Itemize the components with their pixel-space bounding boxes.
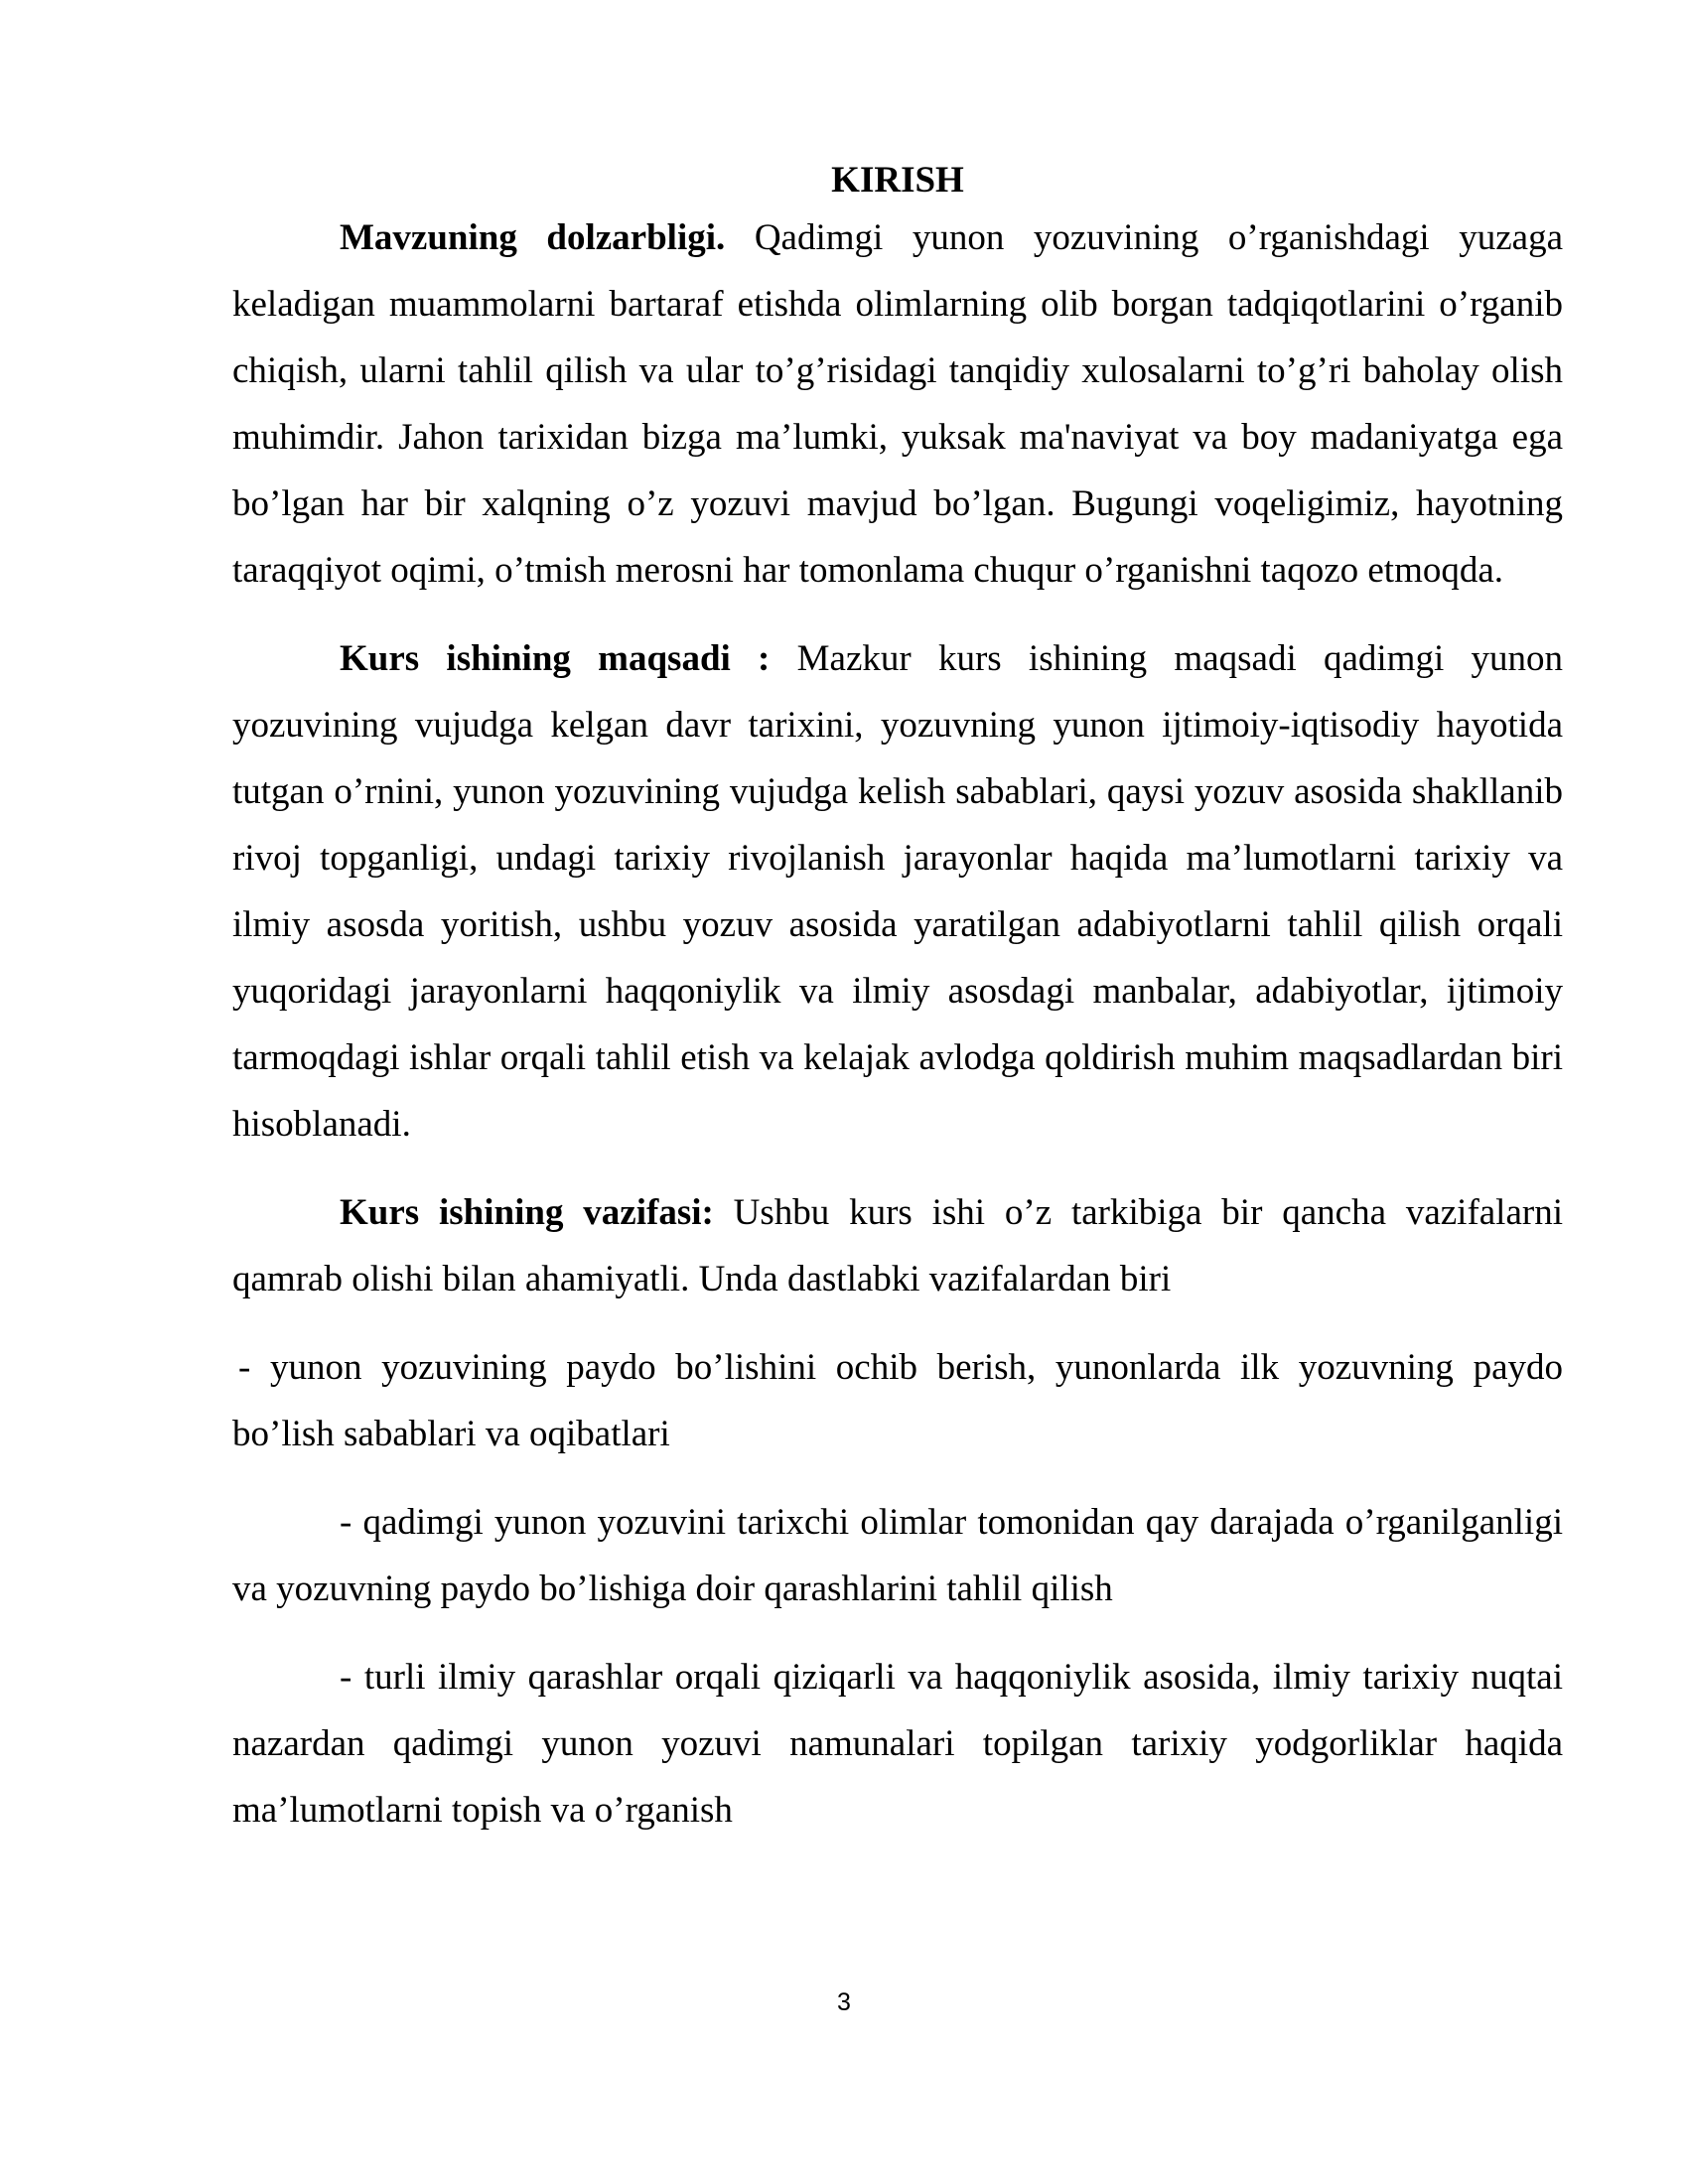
task-item-2: - qadimgi yunon yozuvini tarixchi olimlar tomonidan qay darajada o’rganilganligi va yozuvning paydo bo’lishiga doir qarashlarini tahlil qilish [232, 1502, 1563, 1609]
task-item-3: - turli ilmiy qarashlar orqali qiziqarli va haqqoniylik asosida, ilmiy tarixiy nuqtai nazardan qadimgi yunon yozuvi namunalari topilgan tarixiy yodgorliklar haqida ma’lumotlarni topish va o’rganish [232, 1657, 1563, 1831]
tasks-paragraph [232, 1179, 1563, 1312]
relevance-heading: Mavzuning dolzarbligi. [340, 217, 726, 258]
task-item-1: - yunon yozuvining paydo bo’lishini ochib berish, yunonlarda ilk yozuvning paydo bo’lish sabablari va oqibatlari [232, 1347, 1563, 1454]
page-body [232, 159, 1563, 1843]
page-title: KIRISH [831, 160, 964, 201]
relevance-text: Qadimgi yunon yozuvining o’rganishdagi yuzaga keladigan muammolarni bartaraf etishda olimlarning olib borgan tadqiqotlarini o’rganib chiqish, ularni tahlil qilish va ular to’g’risidagi tanqidiy xulosalarni to’g’ri baholay olish muhimdir. Jahon tarixidan bizga ma’lumki, yuksak ma'naviyat va boy madaniyatga ega bo’lgan har bir xalqning o’z yozuvi mavjud bo’lgan. Bugungi voqeligimiz, hayotning taraqqiyot oqimi, o’tmish merosni har tomonlama chuqur o’rganishni taqozo etmoqda. [232, 217, 1563, 591]
goal-text: Mazkur kurs ishining maqsadi qadimgi yunon yozuvining vujudga kelgan davr tarixini, yozuvning yunon ijtimoiy-iqtisodiy hayotida tutgan o’rnini, yunon yozuvining vujudga kelish sabablari, qaysi yozuv asosida shakllanib rivoj topganligi, undagi tarixiy rivojlanish jarayonlar haqida ma’lumotlarni tarixiy va ilmiy asosda yoritish, ushbu yozuv asosida yaratilgan adabiyotlarni tahlil qilish orqali yuqoridagi jarayonlarni haqqoniylik va ilmiy asosdagi manbalar, adabiyotlar, ijtimoiy tarmoqdagi ishlar orqali tahlil etish va kelajak avlodga qoldirish muhim maqsadlardan biri hisoblanadi. [232, 638, 1563, 1145]
tasks-text: Ushbu kurs ishi o’z tarkibiga bir qancha vazifalarni qamrab olishi bilan ahamiyatli. Unda dastlabki vazifalardan biri [232, 1192, 1563, 1299]
relevance-paragraph [232, 205, 1563, 604]
tasks-heading: Kurs ishining vazifasi: [340, 1192, 714, 1233]
goal-paragraph [232, 625, 1563, 1158]
page-number: 3 [837, 1988, 851, 2016]
goal-heading: Kurs ishining maqsadi : [340, 638, 771, 679]
